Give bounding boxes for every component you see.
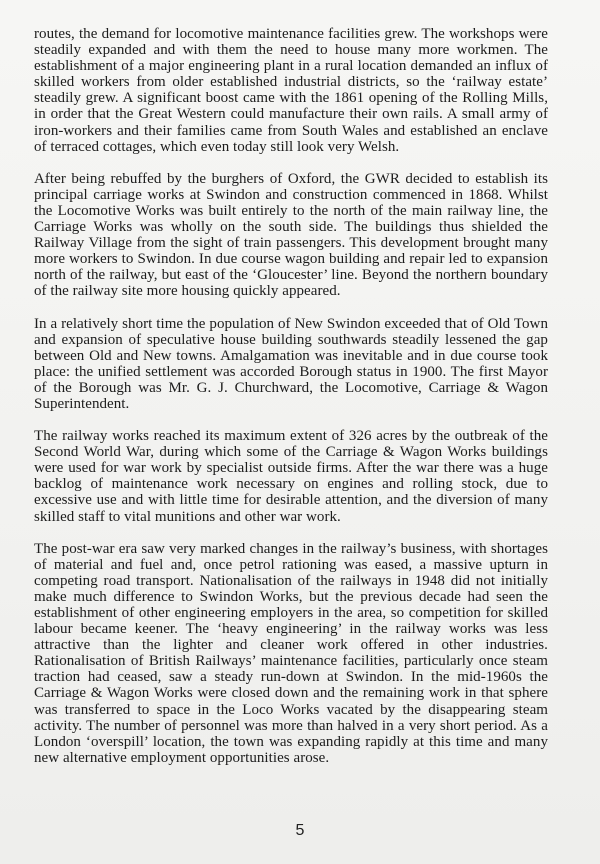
paragraph-railway-estate: routes, the demand for locomotive maintenance facilities grew. The workshops were steadily expanded and with them the need to house many more workmen. The establishment of a major engineering plant in a rural location demanded an influx of skilled workers from older established industrial districts, so the ‘railway estate’ steadily grew. A significant boost came with the 1861 opening of the Rolling Mills, in order that the Great Western could manufacture their own rails. A small army of iron-workers and their families came from South Wales and established an enclave of terraced cottages, which even today still look very Welsh. [34,26,548,155]
page-number: 5 [295,822,305,839]
paragraph-borough-status: In a relatively short time the population of New Swindon exceeded that of Old Town and expansion of speculative house building southwards steadily lessened the gap between Old and New towns. Amalgamation was inevitable and in due course took place: the unified settlement was accorded Borough status in 1900. The first Mayor of the Borough was Mr. G. J. Churchward, the Locomotive, Carriage & Wagon Superintendent. [34,315,548,412]
body-text [34,26,548,782]
paragraph-carriage-works: After being rebuffed by the burghers of Oxford, the GWR decided to establish its principal carriage works at Swindon and construction commenced in 1868. Whilst the Locomotive Works was built entirely to the north of the main railway line, the Carriage Works was wholly on the south side. The buildings thus shielded the Railway Village from the sight of train passengers. This development brought many more workers to Swindon. In due course wagon building and repair led to expansion north of the railway, but east of the ‘Gloucester’ line. Beyond the northern boundary of the railway site more housing quickly appeared. [34,170,548,300]
paragraph-post-war-era: The post-war era saw very marked changes in the railway’s business, with shortages of material and fuel and, once petrol rationing was eased, a massive upturn in competing road transport. Nationalisation of the railways in 1948 did not initially make much difference to Swindon Works, but the previous decade had seen the establishment of other engineering employers in the area, so competition for skilled labour became keener. The ‘heavy engineering’ in the railway works was less attractive than the lighter and cleaner work offered in other industries. Rationalisation of British Railways’ maintenance facilities, particularly once steam traction had ceased, saw a steady run-down at Swindon. In the mid-1960s the Carriage & Wagon Works were closed down and the remaining work in that sphere was transferred to space in the Loco Works vacated by the disappearing steam activity. The number of personnel was more than halved in a very short period. As a London ‘overspill’ location, the town was expanding rapidly at this time and many new alternative employment opportunities arose. [34,540,548,766]
paragraph-second-world-war: The railway works reached its maximum extent of 326 acres by the outbreak of the Second World War, during which some of the Carriage & Wagon Works buildings were used for war work by specialist outside firms. After the war there was a huge backlog of maintenance work necessary on engines and rolling stock, due to excessive use and with little time for desirable attention, and the diversion of many skilled staff to vital munitions and other war work. [34,428,548,525]
